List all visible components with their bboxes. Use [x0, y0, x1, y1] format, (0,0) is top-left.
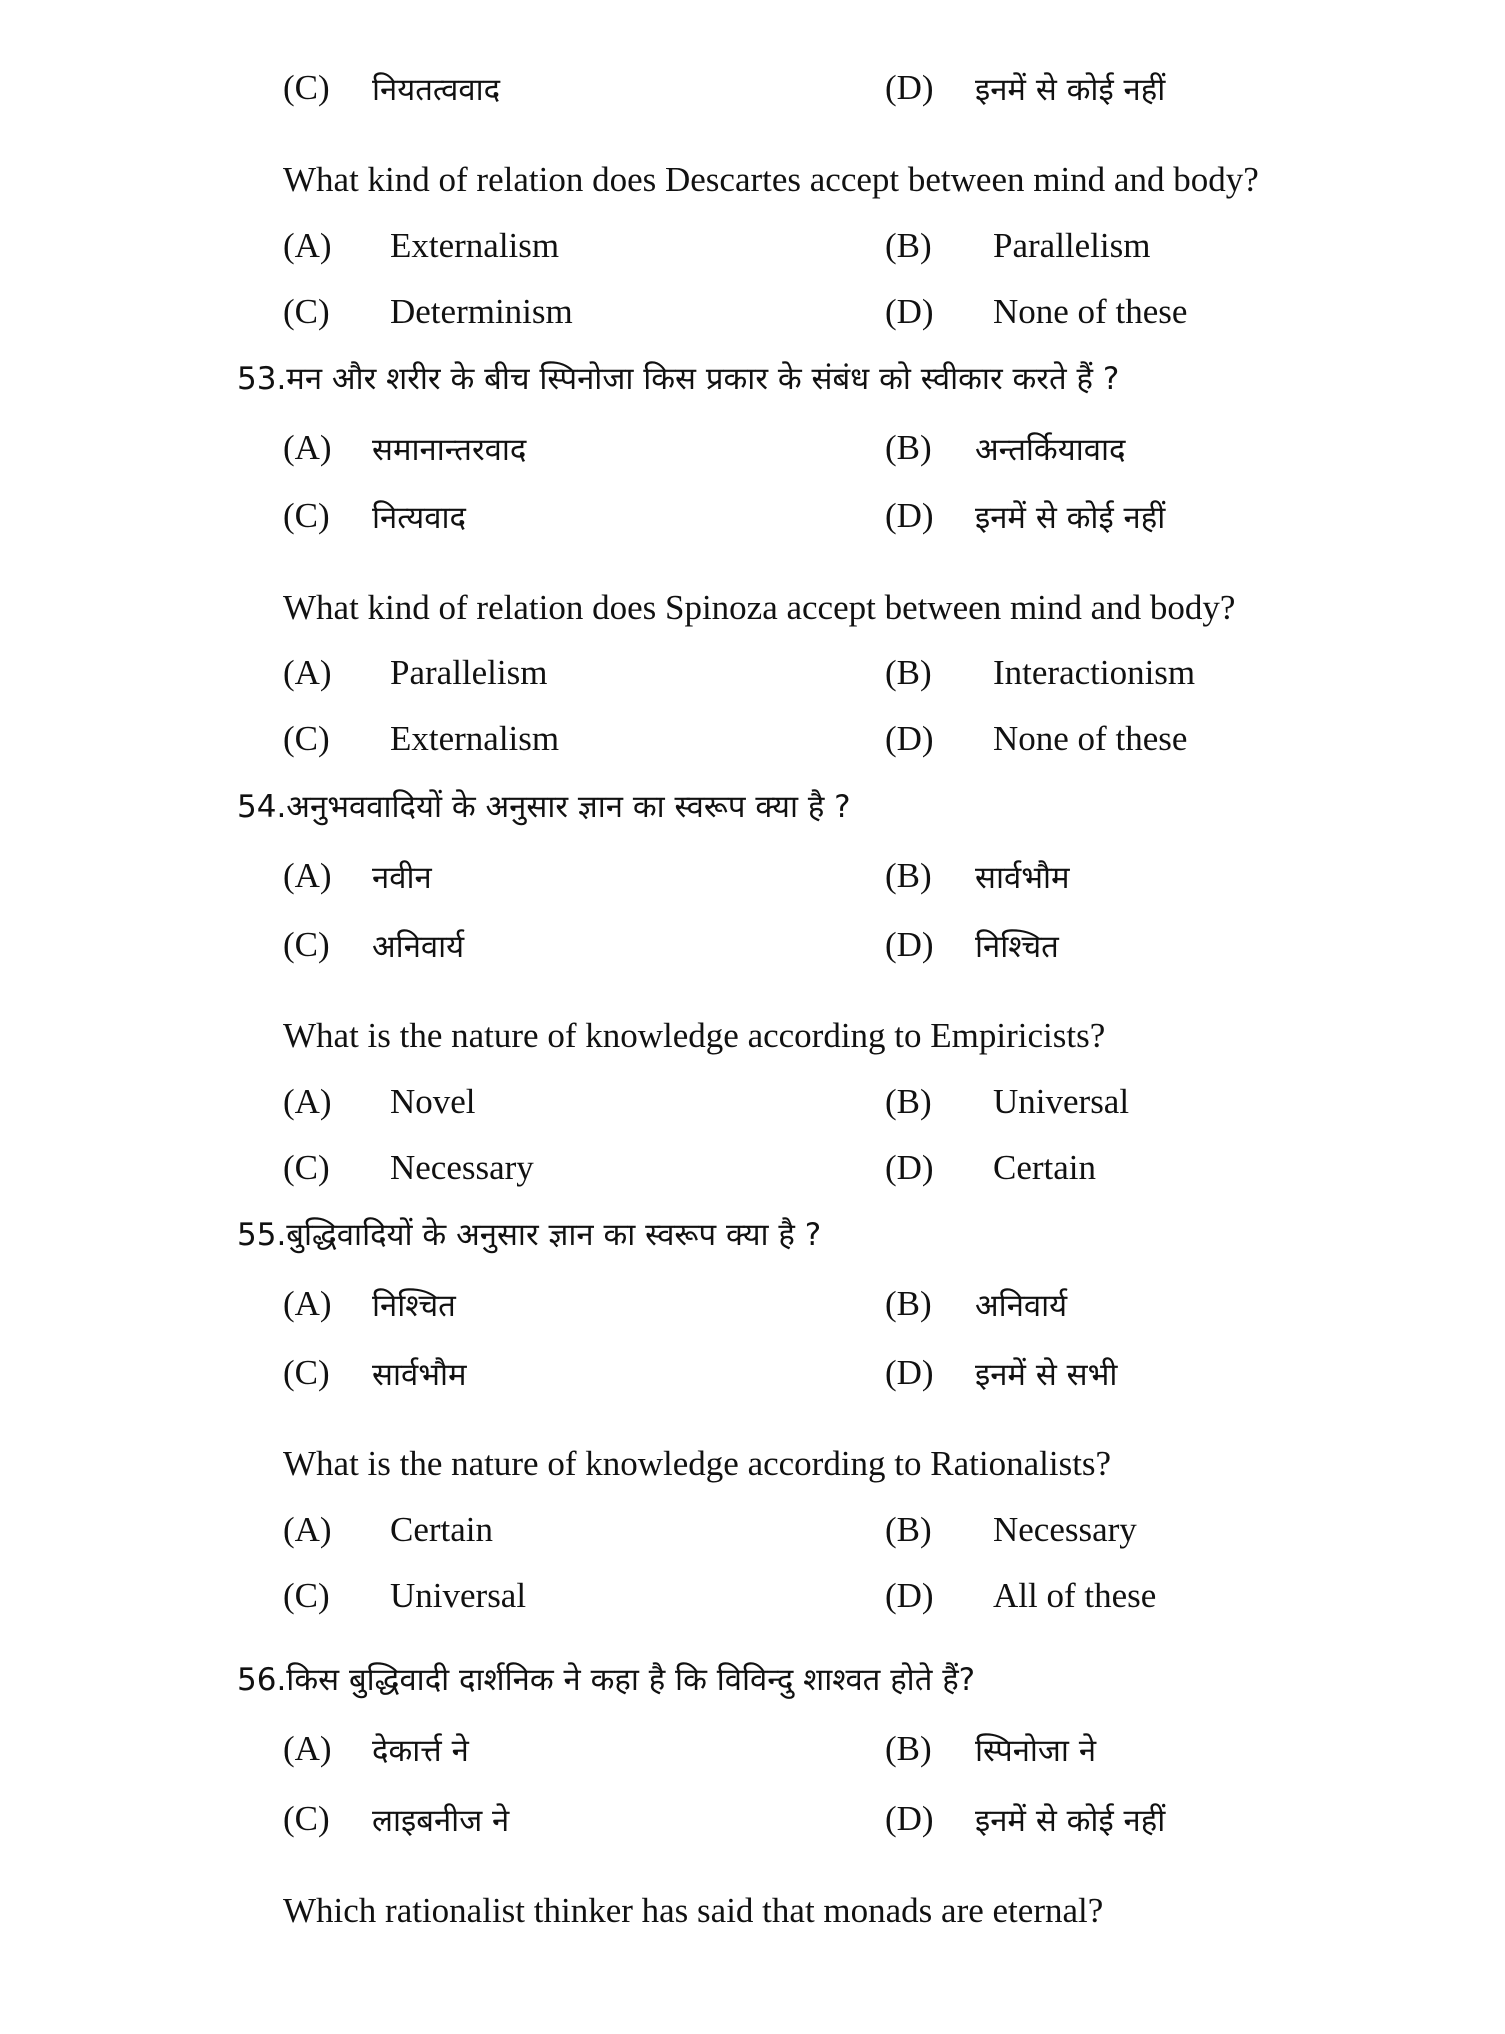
option-d-label: (D) — [885, 1799, 934, 1838]
option-a-label: (A) — [283, 1510, 332, 1549]
question-text: 55.बुद्धिवादियों के अनुसार ज्ञान का स्वरूप क्या है ? — [237, 1217, 822, 1253]
option-d-text: इनमें से कोई नहीं — [975, 500, 1166, 536]
option-c-text: Necessary — [390, 1148, 534, 1187]
option-b-label: (B) — [885, 1510, 932, 1549]
option-d-text: All of these — [993, 1576, 1157, 1615]
option-b-text: Universal — [993, 1082, 1130, 1121]
option-a-label: (A) — [283, 1284, 332, 1323]
option-a-text: Certain — [390, 1510, 494, 1549]
option-c-label: (C) — [283, 925, 330, 964]
question-text: What kind of relation does Descartes accept between mind and body? — [283, 160, 1259, 199]
option-a-label: (A) — [283, 226, 332, 265]
option-d-text: इनमें से कोई नहीं — [975, 1803, 1166, 1839]
option-a-text: निश्चित — [372, 1288, 456, 1324]
option-c-label: (C) — [283, 1148, 330, 1187]
option-d-text: None of these — [993, 292, 1188, 331]
option-b-label: (B) — [885, 1284, 932, 1323]
option-b-text: स्पिनोजा ने — [975, 1733, 1097, 1769]
option-d-label: (D) — [885, 292, 934, 331]
option-c-label: (C) — [283, 719, 330, 758]
option-c-text: नित्यवाद — [372, 500, 466, 536]
question-text: What is the nature of knowledge according to Empiricists? — [283, 1016, 1106, 1055]
option-c-label: (C) — [283, 1799, 330, 1838]
option-b-text: सार्वभौम — [975, 860, 1070, 896]
question-text: Which rationalist thinker has said that monads are eternal? — [283, 1891, 1104, 1930]
option-c-label: (C) — [283, 1353, 330, 1392]
question-text: 56.किस बुद्धिवादी दार्शनिक ने कहा है कि विविन्दु शाश्वत होते हैं? — [237, 1662, 976, 1698]
option-b-label: (B) — [885, 1729, 932, 1768]
option-c-text: Externalism — [390, 719, 560, 758]
option-a-text: नवीन — [372, 860, 432, 896]
option-b-text: अन्तर्कियावाद — [975, 432, 1126, 468]
option-b-text: अनिवार्य — [975, 1288, 1068, 1324]
option-c-text: सार्वभौम — [372, 1357, 467, 1393]
option-d-label: (D) — [885, 1576, 934, 1615]
question-text: 53.मन और शरीर के बीच स्पिनोजा किस प्रकार के संबंध को स्वीकार करते हैं ? — [237, 361, 1120, 397]
option-c-text: Universal — [390, 1576, 527, 1615]
option-d-label: (D) — [885, 1353, 934, 1392]
option-b-label: (B) — [885, 1082, 932, 1121]
option-b-label: (B) — [885, 856, 932, 895]
option-b-label: (B) — [885, 653, 932, 692]
option-a-text: Externalism — [390, 226, 560, 265]
option-a-text: Novel — [390, 1082, 476, 1121]
option-c-text: अनिवार्य — [372, 929, 465, 965]
option-c-label: (C) — [283, 496, 330, 535]
option-b-text: Parallelism — [993, 226, 1151, 265]
option-a-label: (A) — [283, 856, 332, 895]
option-c-text: Determinism — [390, 292, 573, 331]
option-d-label: (D) — [885, 68, 934, 107]
question-text: 54.अनुभववादियों के अनुसार ज्ञान का स्वरूप क्या है ? — [237, 789, 851, 825]
option-d-text: None of these — [993, 719, 1188, 758]
option-a-text: देकार्त्त ने — [372, 1733, 469, 1769]
option-d-text: Certain — [993, 1148, 1097, 1187]
question-text: What kind of relation does Spinoza accept between mind and body? — [283, 588, 1236, 627]
question-text: What is the nature of knowledge according to Rationalists? — [283, 1444, 1112, 1483]
option-d-label: (D) — [885, 925, 934, 964]
option-c-text: नियतत्ववाद — [372, 72, 501, 108]
option-b-label: (B) — [885, 428, 932, 467]
option-c-label: (C) — [283, 1576, 330, 1615]
option-a-text: Parallelism — [390, 653, 548, 692]
option-a-text: समानान्तरवाद — [372, 432, 527, 468]
option-c-label: (C) — [283, 292, 330, 331]
option-d-label: (D) — [885, 719, 934, 758]
option-b-text: Necessary — [993, 1510, 1137, 1549]
option-c-text: लाइबनीज ने — [372, 1803, 510, 1839]
option-d-text: इनमें से सभी — [975, 1357, 1118, 1393]
option-a-label: (A) — [283, 653, 332, 692]
option-d-text: निश्चित — [975, 929, 1059, 965]
option-d-text: इनमें से कोई नहीं — [975, 72, 1166, 108]
option-a-label: (A) — [283, 428, 332, 467]
option-a-label: (A) — [283, 1729, 332, 1768]
option-b-label: (B) — [885, 226, 932, 265]
option-d-label: (D) — [885, 1148, 934, 1187]
option-b-text: Interactionism — [993, 653, 1196, 692]
option-a-label: (A) — [283, 1082, 332, 1121]
option-d-label: (D) — [885, 496, 934, 535]
option-c-label: (C) — [283, 68, 330, 107]
